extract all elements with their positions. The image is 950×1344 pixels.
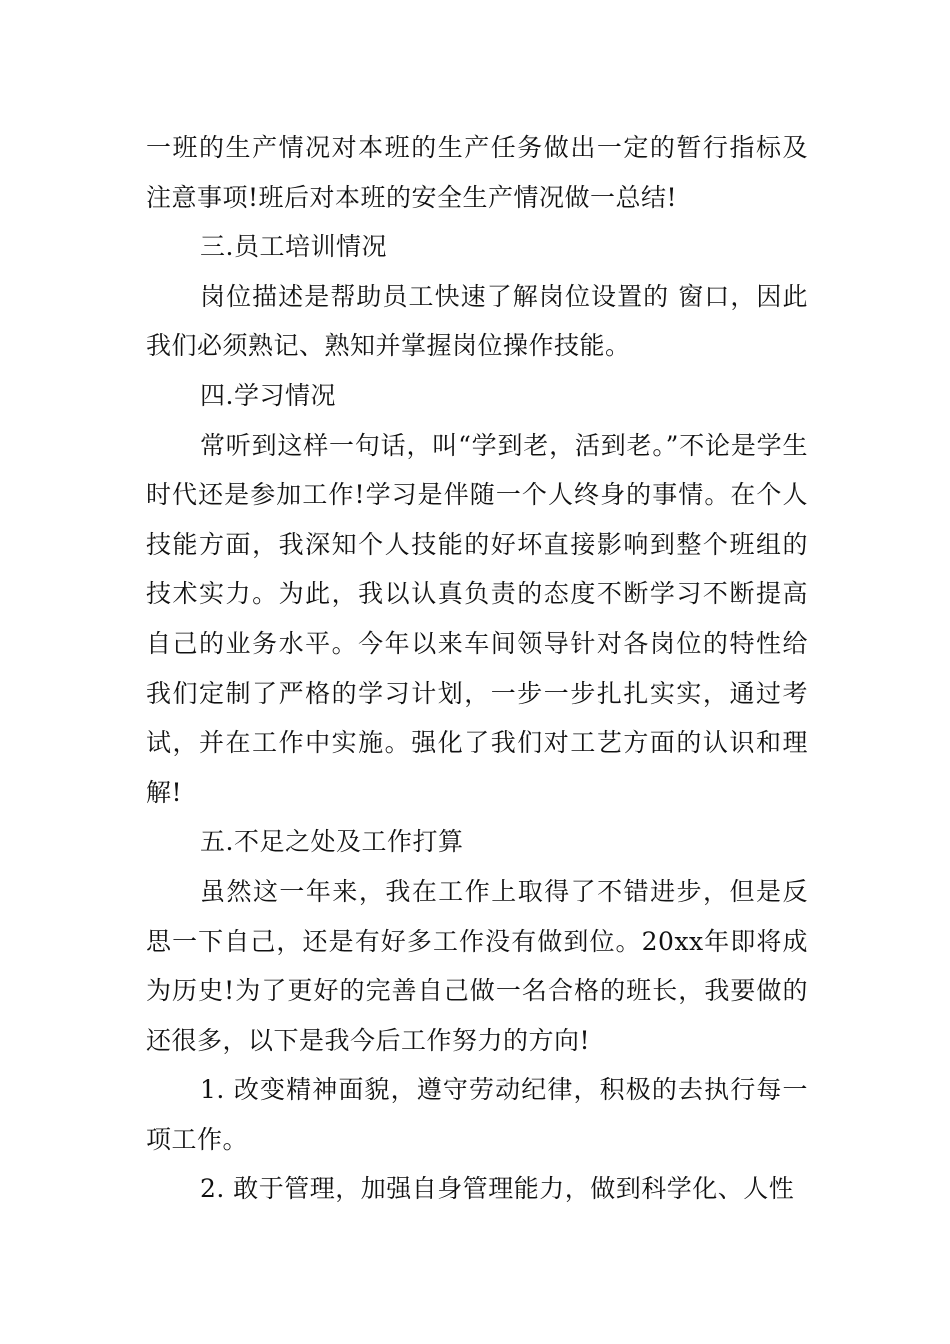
- heading-staff-training: 三.员工培训情况: [200, 232, 387, 262]
- heading-study: 四.学习情况: [200, 380, 336, 410]
- list-item-2: 2. 敢于管理，加强自身管理能力，做到科学化、人性: [200, 1174, 795, 1204]
- heading-shortcomings-plans: 五.不足之处及工作打算: [200, 827, 464, 857]
- document-body: [146, 123, 808, 1214]
- paragraph-self-reflection: 虽然这一年来，我在工作上取得了不错进步，但是反思一下自己，还是有好多工作没有做到位。20xx年即将成为历史!为了更好的完善自己做一名合格的班长，我要做的还很多，以下是我今后工作努力的方向!: [146, 876, 808, 1055]
- paragraph-job-description: 岗位描述是帮助员工快速了解岗位设置的 窗口，因此我们必须熟记、熟知并掌握岗位操作技能。: [146, 281, 808, 361]
- list-item-1: 1. 改变精神面貌，遵守劳动纪律，积极的去执行每一项工作。: [146, 1075, 808, 1154]
- paragraph-lifelong-learning: 常听到这样一句话，叫“学到老，活到老。”不论是学生时代还是参加工作!学习是伴随一个人终身的事情。在个人技能方面，我深知个人技能的好坏直接影响到整个班组的技术实力。为此，我以认真负责的态度不断学习不断提高自己的业务水平。今年以来车间领导针对各岗位的特性给我们定制了严格的学习计划，一步一步扎扎实实，通过考试，并在工作中实施。强化了我们对工艺方面的认识和理解!: [146, 430, 808, 807]
- paragraph-shift-summary: 一班的生产情况对本班的生产任务做出一定的暂行指标及注意事项!班后对本班的安全生产情况做一总结!: [146, 133, 808, 212]
